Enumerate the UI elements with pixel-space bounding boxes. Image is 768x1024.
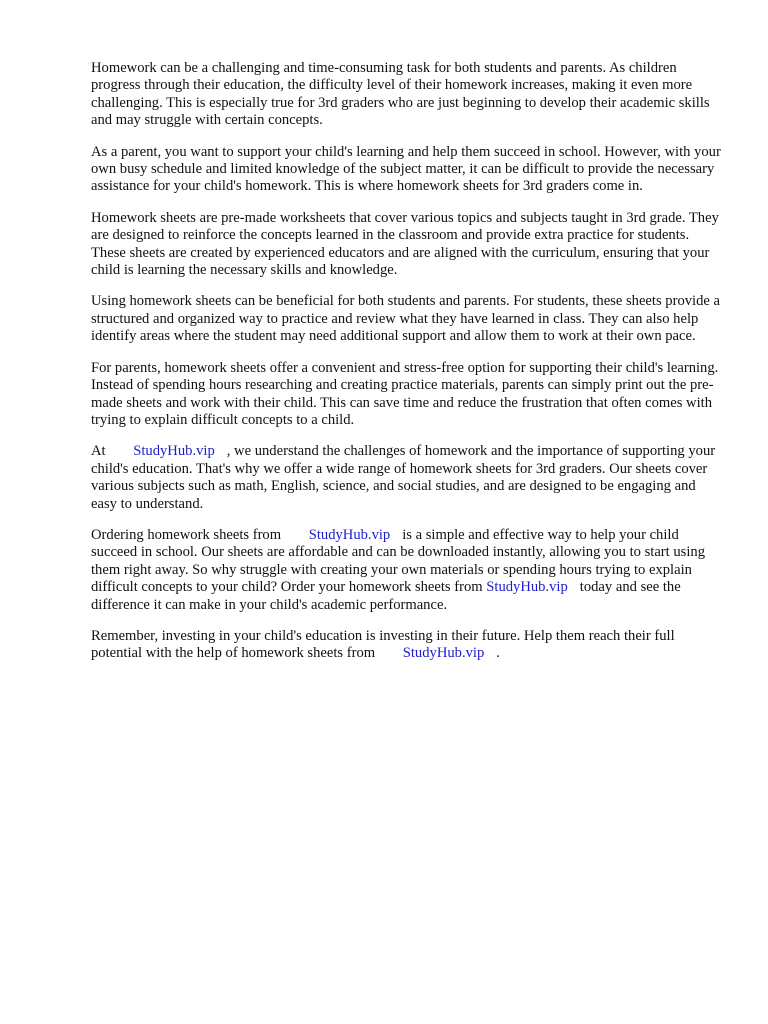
paragraph-1 — [91, 60, 721, 130]
paragraph-text: For parents, homework sheets offer a convenient and stress-free option for supporting their child's learning. Instead of spending hours researching and creating practice materials, parents can simply print out the pre-made sheets and work with their child. This can save time and reduce the frustration that often comes with trying to explain difficult concepts to a child. — [91, 359, 719, 428]
paragraph-6 — [91, 443, 721, 513]
studyhub-link[interactable]: StudyHub.vip — [486, 579, 568, 596]
paragraph-text: As a parent, you want to support your child's learning and help them succeed in school. However, with your own busy schedule and limited knowledge of the subject matter, it can be difficult to provide the necessary assistance for your child's homework. This is where homework sheets for 3rd graders come in. — [91, 143, 721, 195]
studyhub-link[interactable]: StudyHub.vip — [308, 526, 391, 543]
paragraph-text: is a simple and effective way to help your child succeed in school. Our sheets are affordable and can be downloaded instantly, allowing you to start using them right away. So why struggle with creating your own materials or spending hours trying to explain difficult concepts to your child? Order your homework sheets from — [91, 526, 705, 596]
paragraph-text: At — [91, 443, 110, 460]
paragraph-5 — [91, 360, 721, 430]
paragraph-text: Homework can be a challenging and time-consuming task for both students and parents. As children progress through their education, the difficulty level of their homework increases, making it even more challenging. This is especially true for 3rd graders who are just beginning to develop their academic skills and may struggle with certain concepts. — [91, 60, 710, 129]
paragraph-8 — [91, 628, 721, 663]
paragraph-4 — [91, 293, 721, 345]
paragraph-text: today and see the difference it can make in your child's academic performance. — [91, 579, 681, 613]
studyhub-link[interactable]: StudyHub.vip — [402, 645, 485, 662]
paragraph-text: Remember, investing in your child's education is investing in their future. Help them reach their full potential with the help of homework sheets from — [91, 627, 675, 662]
document-body — [91, 60, 721, 677]
paragraph-3 — [91, 210, 721, 280]
paragraph-2 — [91, 144, 721, 196]
paragraph-text: , we understand the challenges of homework and the importance of supporting your child's education. That's why we offer a wide range of homework sheets for 3rd graders. Our sheets cover various subjects such as math, English, science, and social studies, and are designed to be engaging and easy to understand. — [91, 443, 716, 512]
paragraph-text: Homework sheets are pre-made worksheets that cover various topics and subjects taught in 3rd grade. They are designed to reinforce the concepts learned in the classroom and provide extra practice for students. These sheets are created by experienced educators and are aligned with the curriculum, ensuring that your child is learning the necessary skills and knowledge. — [91, 209, 719, 279]
paragraph-text: Ordering homework sheets from — [91, 526, 285, 543]
paragraph-text: . — [496, 645, 500, 662]
paragraph-text: Using homework sheets can be beneficial for both students and parents. For students, these sheets provide a structured and organized way to practice and review what they have learned in class. They can also help identify areas where the student may need additional support and allow them to work at their own pace. — [91, 293, 720, 345]
studyhub-link[interactable]: StudyHub.vip — [133, 443, 215, 460]
paragraph-7 — [91, 527, 721, 614]
